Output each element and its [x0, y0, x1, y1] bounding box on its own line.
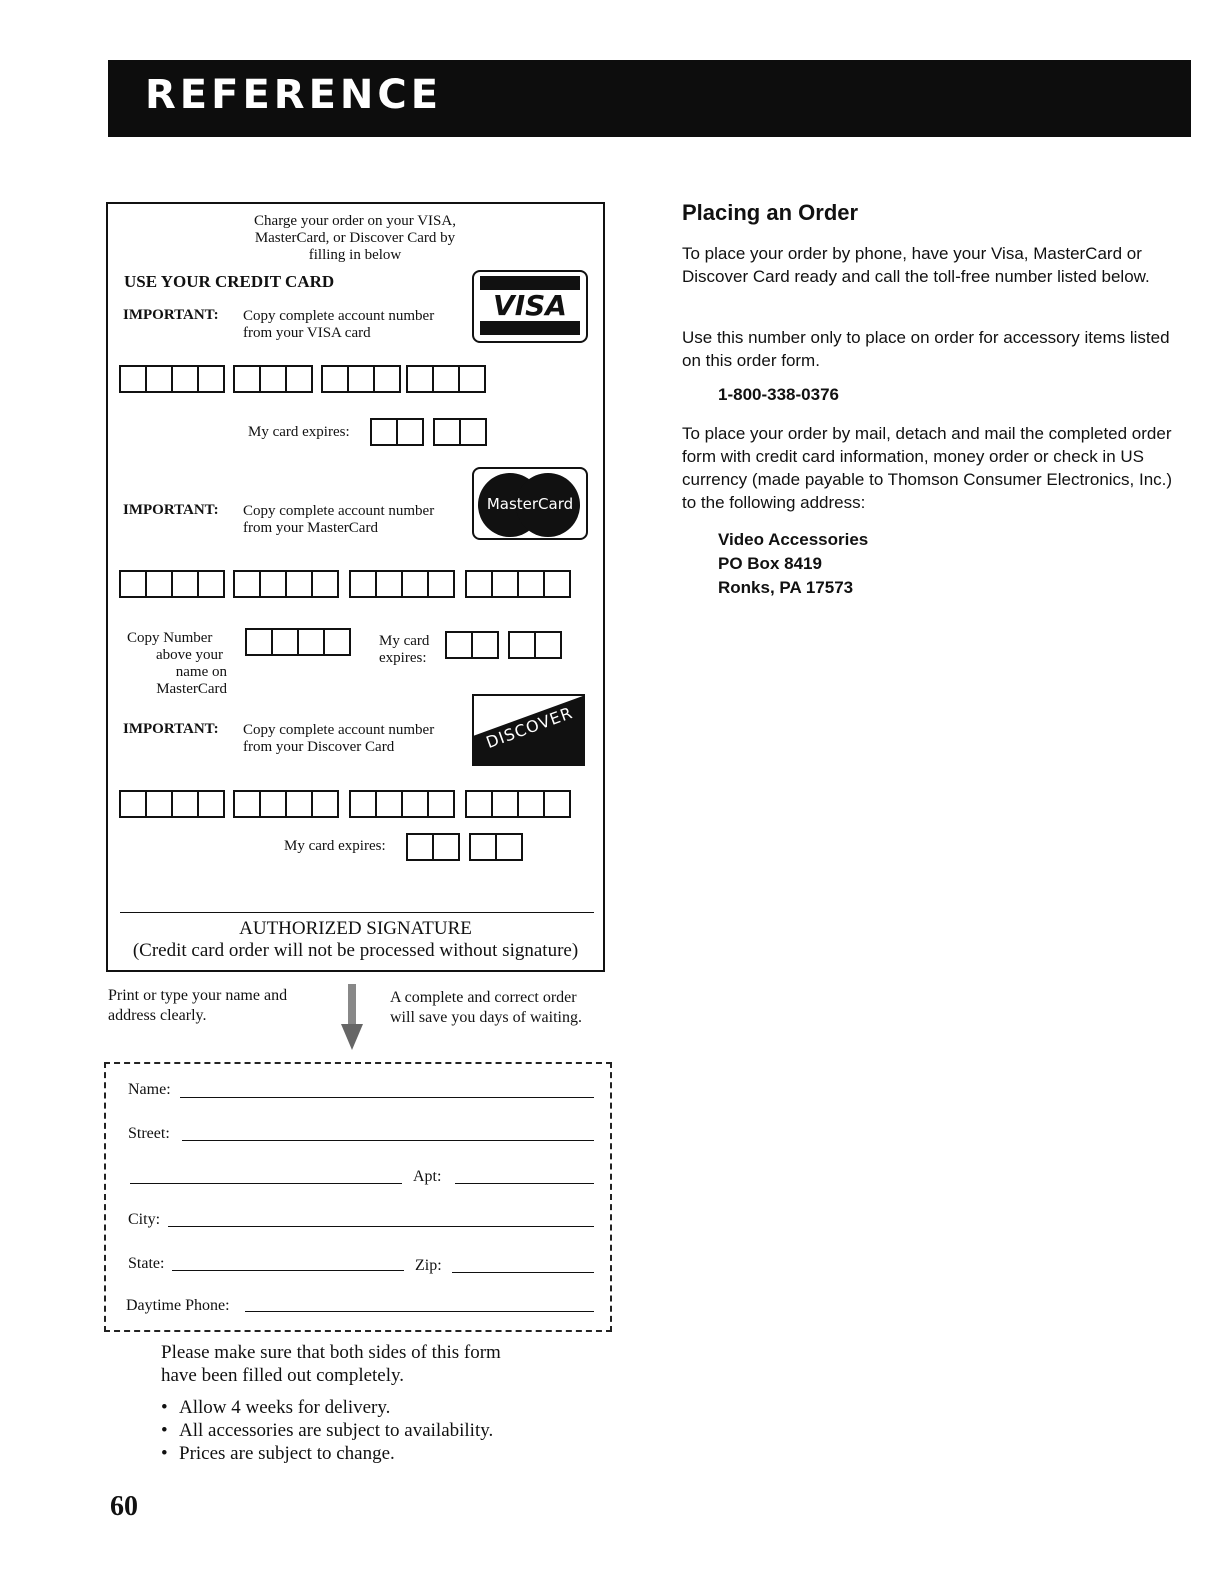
- street-line-2-field[interactable]: [130, 1183, 402, 1184]
- mastercard-number-group-2[interactable]: [233, 570, 337, 598]
- instruction-line: Copy complete account number: [243, 503, 435, 519]
- bullet-list: [161, 1396, 493, 1465]
- instruction-line: Copy complete account number: [243, 308, 435, 324]
- mail-order-paragraph: To place your order by mail, detach and mail the completed order form with credit card information, money order or check in US currency (made payable to Thomson Consumer Electronics, Inc.) to the following address:: [682, 424, 1173, 512]
- apt-label: Apt:: [413, 1168, 442, 1185]
- zip-field[interactable]: [452, 1272, 594, 1273]
- toll-free-number: 1-800-338-0376: [718, 385, 839, 404]
- visa-number-group-3[interactable]: [321, 365, 399, 393]
- form-heading: USE YOUR CREDIT CARD: [124, 272, 335, 291]
- note-line: address clearly.: [108, 1007, 207, 1024]
- list-item-text: All accessories are subject to availability.: [179, 1420, 494, 1441]
- instruction-line: from your VISA card: [243, 325, 371, 341]
- apt-field[interactable]: [455, 1183, 594, 1184]
- list-item-text: Allow 4 weeks for delivery.: [179, 1397, 391, 1418]
- visa-number-group-4[interactable]: [406, 365, 484, 393]
- usage-paragraph: Use this number only to place on order for accessory items listed on this order form.: [682, 328, 1170, 370]
- list-item-text: Prices are subject to change.: [179, 1443, 395, 1464]
- phone-label: Daytime Phone:: [126, 1297, 230, 1314]
- list-item: • Prices are subject to change.: [161, 1443, 395, 1464]
- label-line: name on: [175, 664, 227, 680]
- intro-line: filling in below: [308, 247, 402, 263]
- discover-number-group-1[interactable]: [119, 790, 223, 818]
- label-line: MasterCard: [156, 681, 227, 697]
- instruction-line: from your Discover Card: [243, 739, 395, 755]
- list-item: • All accessories are subject to availability.: [161, 1420, 494, 1441]
- street-label: Street:: [128, 1125, 170, 1142]
- address-line: Ronks, PA 17573: [718, 578, 854, 597]
- important-label: IMPORTANT:: [123, 721, 219, 737]
- page-section-title: REFERENCE: [145, 72, 443, 118]
- phone-field[interactable]: [245, 1311, 594, 1312]
- city-field[interactable]: [168, 1226, 594, 1227]
- mastercard-expires-year[interactable]: [508, 631, 560, 659]
- important-label: IMPORTANT:: [123, 307, 219, 323]
- mastercard-expires-month[interactable]: [445, 631, 497, 659]
- instruction-line: from your MasterCard: [243, 520, 378, 536]
- phone-order-paragraph: To place your order by phone, have your Visa, MasterCard or Discover Card ready and call the toll-free number listed below.: [682, 244, 1150, 286]
- discover-number-group-4[interactable]: [465, 790, 569, 818]
- discover-logo: [472, 694, 585, 766]
- note-line: Print or type your name and: [108, 987, 288, 1004]
- visa-instruction: [243, 308, 434, 342]
- intro-line: MasterCard, or Discover Card by: [254, 230, 456, 246]
- down-arrow-icon: [340, 982, 366, 1054]
- discover-instruction: [243, 722, 434, 756]
- mastercard-copy-number-boxes[interactable]: [245, 628, 349, 656]
- print-clearly-note: [108, 986, 287, 1026]
- label-line: Copy Number: [127, 630, 213, 646]
- reminder-line: Please make sure that both sides of this form: [161, 1342, 501, 1363]
- important-label: IMPORTANT:: [123, 502, 219, 518]
- address-line: PO Box 8419: [718, 554, 822, 573]
- mastercard-expires-label: [379, 633, 429, 667]
- visa-number-group-2[interactable]: [233, 365, 311, 393]
- section-title: Placing an Order: [682, 200, 859, 225]
- state-field[interactable]: [172, 1270, 404, 1271]
- instruction-line: Copy complete account number: [243, 722, 435, 738]
- page-number: 60: [110, 1491, 138, 1522]
- visa-logo: [472, 270, 588, 343]
- label-line: My card: [379, 633, 430, 649]
- reminder-note: [161, 1341, 501, 1387]
- note-line: will save you days of waiting.: [390, 1009, 582, 1026]
- discover-number-group-2[interactable]: [233, 790, 337, 818]
- signature-line[interactable]: [120, 912, 594, 913]
- visa-expires-month[interactable]: [370, 418, 422, 446]
- visa-number-group-1[interactable]: [119, 365, 223, 393]
- mastercard-number-group-3[interactable]: [349, 570, 453, 598]
- reminder-line: have been filled out completely.: [161, 1365, 405, 1386]
- label-line: above your: [155, 647, 223, 663]
- note-line: A complete and correct order: [390, 989, 577, 1006]
- visa-expires-year[interactable]: [433, 418, 485, 446]
- mastercard-instruction: [243, 503, 434, 537]
- mastercard-number-group-1[interactable]: [119, 570, 223, 598]
- address-line: Video Accessories: [718, 530, 869, 549]
- signature-note: (Credit card order will not be processed without signature): [132, 940, 579, 961]
- intro-line: Charge your order on your VISA,: [254, 213, 456, 229]
- visa-logo-text: VISA: [493, 289, 567, 322]
- state-label: State:: [128, 1255, 165, 1272]
- discover-number-group-3[interactable]: [349, 790, 453, 818]
- visa-expires-label: My card expires:: [248, 424, 350, 440]
- address-cutout: [104, 1062, 612, 1332]
- name-field[interactable]: [180, 1097, 594, 1098]
- mastercard-logo-text: MasterCard: [486, 495, 574, 513]
- name-label: Name:: [128, 1081, 171, 1098]
- mastercard-copy-number-label: [127, 630, 227, 698]
- mailing-address: [718, 528, 868, 600]
- complete-order-note: [390, 988, 582, 1028]
- signature-label: AUTHORIZED SIGNATURE: [239, 918, 472, 939]
- zip-label: Zip:: [415, 1257, 442, 1274]
- street-field[interactable]: [182, 1140, 594, 1141]
- discover-expires-label: My card expires:: [284, 838, 386, 854]
- list-item: • Allow 4 weeks for delivery.: [161, 1397, 391, 1418]
- mastercard-number-group-4[interactable]: [465, 570, 569, 598]
- form-intro: [200, 213, 510, 264]
- mastercard-logo: [472, 467, 588, 540]
- city-label: City:: [128, 1211, 161, 1228]
- discover-logo-text: DISCOVER: [483, 703, 576, 752]
- discover-expires-year[interactable]: [469, 833, 521, 861]
- label-line: expires:: [379, 650, 427, 666]
- discover-expires-month[interactable]: [406, 833, 458, 861]
